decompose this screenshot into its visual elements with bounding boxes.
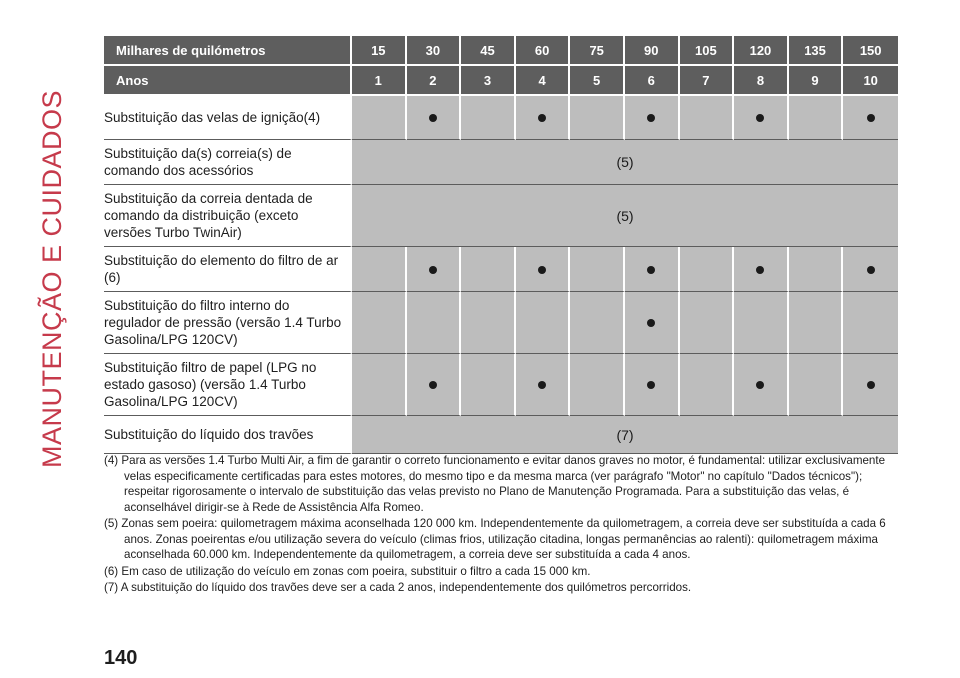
bullet-dot-icon	[429, 381, 437, 389]
row-label: Substituição da(s) correia(s) de comando dos acessórios	[104, 140, 352, 185]
schedule-cell	[680, 292, 735, 354]
header-value: 5	[570, 66, 625, 96]
header-value: 135	[789, 36, 844, 66]
header-value: 8	[734, 66, 789, 96]
schedule-cell	[516, 354, 571, 416]
header-value: 120	[734, 36, 789, 66]
schedule-cell	[734, 354, 789, 416]
row-label: Substituição da correia dentada de comando da distribuição (exceto versões Turbo TwinAir)	[104, 185, 352, 247]
footnote: (4) Para as versões 1.4 Turbo Multi Air, a fim de garantir o correto funcionamento e evitar danos graves no motor, é fundamental: utilizar exclusivamente velas especificamente certificadas para estes motores, do mesmo tipo e da mesma marca (ver parágrafo "Motor" no capítulo "Dados técnicos"); respeitar rigorosamente o intervalo de substituição das velas previsto no Plano de Manutenção Programada. Para a substituição das velas, é aconselhável dirigir-se à Rede de Assistência Alfa Romeo.	[104, 454, 886, 514]
row-label: Substituição das velas de ignição(4)	[104, 96, 352, 140]
header-label: Anos	[104, 66, 352, 96]
header-value: 3	[461, 66, 516, 96]
header-value: 15	[352, 36, 407, 66]
table-body	[104, 96, 898, 454]
table-row	[104, 354, 898, 416]
header-value: 4	[516, 66, 571, 96]
bullet-dot-icon	[647, 114, 655, 122]
header-value: 1	[352, 66, 407, 96]
schedule-cell	[516, 247, 571, 292]
row-label: Substituição do filtro interno do regulador de pressão (versão 1.4 Turbo Gasolina/LPG 120CV)	[104, 292, 352, 354]
row-label: Substituição do elemento do filtro de ar (6)	[104, 247, 352, 292]
schedule-cell	[570, 354, 625, 416]
schedule-cell	[407, 354, 462, 416]
schedule-cell	[407, 292, 462, 354]
schedule-cell	[461, 292, 516, 354]
table-header	[104, 36, 898, 96]
schedule-cell	[789, 247, 844, 292]
table-row	[104, 416, 898, 454]
schedule-cell	[352, 96, 407, 140]
schedule-cell	[461, 247, 516, 292]
schedule-cell	[843, 96, 898, 140]
bullet-dot-icon	[647, 319, 655, 327]
schedule-cell	[516, 292, 571, 354]
span-cell: (5)	[352, 140, 898, 185]
bullet-dot-icon	[756, 114, 764, 122]
maintenance-schedule-table	[104, 36, 898, 454]
bullet-dot-icon	[538, 114, 546, 122]
schedule-cell	[407, 247, 462, 292]
schedule-cell	[461, 354, 516, 416]
schedule-cell	[625, 292, 680, 354]
schedule-cell	[734, 247, 789, 292]
schedule-cell	[734, 292, 789, 354]
header-value: 7	[680, 66, 735, 96]
page-number: 140	[104, 647, 138, 669]
schedule-cell	[843, 354, 898, 416]
header-value: 105	[680, 36, 735, 66]
schedule-cell	[734, 96, 789, 140]
row-label: Substituição filtro de papel (LPG no estado gasoso) (versão 1.4 Turbo Gasolina/LPG 120CV)	[104, 354, 352, 416]
schedule-cell	[570, 292, 625, 354]
schedule-cell	[789, 292, 844, 354]
header-value: 6	[625, 66, 680, 96]
schedule-cell	[461, 96, 516, 140]
header-value: 30	[407, 36, 462, 66]
schedule-cell	[680, 354, 735, 416]
table-row	[104, 96, 898, 140]
bullet-dot-icon	[647, 266, 655, 274]
header-value: 2	[407, 66, 462, 96]
header-value: 9	[789, 66, 844, 96]
table-row	[104, 140, 898, 185]
table-row	[104, 247, 898, 292]
schedule-cell	[789, 96, 844, 140]
header-label: Milhares de quilómetros	[104, 36, 352, 66]
schedule-cell	[625, 354, 680, 416]
header-row	[104, 66, 898, 96]
schedule-cell	[570, 96, 625, 140]
bullet-dot-icon	[538, 266, 546, 274]
header-value: 60	[516, 36, 571, 66]
schedule-cell	[625, 247, 680, 292]
span-cell: (7)	[352, 416, 898, 454]
bullet-dot-icon	[429, 114, 437, 122]
bullet-dot-icon	[756, 266, 764, 274]
schedule-cell	[680, 96, 735, 140]
schedule-cell	[625, 96, 680, 140]
header-value: 150	[843, 36, 898, 66]
schedule-cell	[570, 247, 625, 292]
schedule-cell	[843, 247, 898, 292]
footnote: (5) Zonas sem poeira: quilometragem máxima aconselhada 120 000 km. Independentemente da quilometragem, a correia deve ser substituída a cada 6 anos. Zonas poeirentas e/ou utilização severa do veículo (climas frios, utilização citadina, longas permanências ao ralenti): quilometragem máxima aconselhada 60.000 km. Independentemente da quilometragem, a correia deve ser substituída a cada 4 anos.	[104, 517, 886, 561]
header-row	[104, 36, 898, 66]
header-value: 90	[625, 36, 680, 66]
bullet-dot-icon	[867, 266, 875, 274]
schedule-cell	[680, 247, 735, 292]
bullet-dot-icon	[867, 114, 875, 122]
bullet-dot-icon	[429, 266, 437, 274]
schedule-cell	[352, 247, 407, 292]
bullet-dot-icon	[867, 381, 875, 389]
schedule-cell	[516, 96, 571, 140]
schedule-cell	[352, 354, 407, 416]
table-row	[104, 292, 898, 354]
schedule-cell	[789, 354, 844, 416]
header-value: 45	[461, 36, 516, 66]
bullet-dot-icon	[756, 381, 764, 389]
schedule-cell	[843, 292, 898, 354]
bullet-dot-icon	[538, 381, 546, 389]
footnote: (7) A substituição do líquido dos travões deve ser a cada 2 anos, independentemente dos quilómetros percorridos.	[104, 581, 692, 594]
schedule-cell	[407, 96, 462, 140]
bullet-dot-icon	[647, 381, 655, 389]
row-label: Substituição do líquido dos travões	[104, 416, 352, 454]
footnotes	[104, 453, 894, 597]
span-cell: (5)	[352, 185, 898, 247]
chapter-side-title: MANUTENÇÃO E CUIDADOS	[37, 89, 67, 468]
footnote: (6) Em caso de utilização do veículo em zonas com poeira, substituir o filtro a cada 15 000 km.	[104, 564, 591, 578]
table-row	[104, 185, 898, 247]
header-value: 10	[843, 66, 898, 96]
schedule-cell	[352, 292, 407, 354]
header-value: 75	[570, 36, 625, 66]
